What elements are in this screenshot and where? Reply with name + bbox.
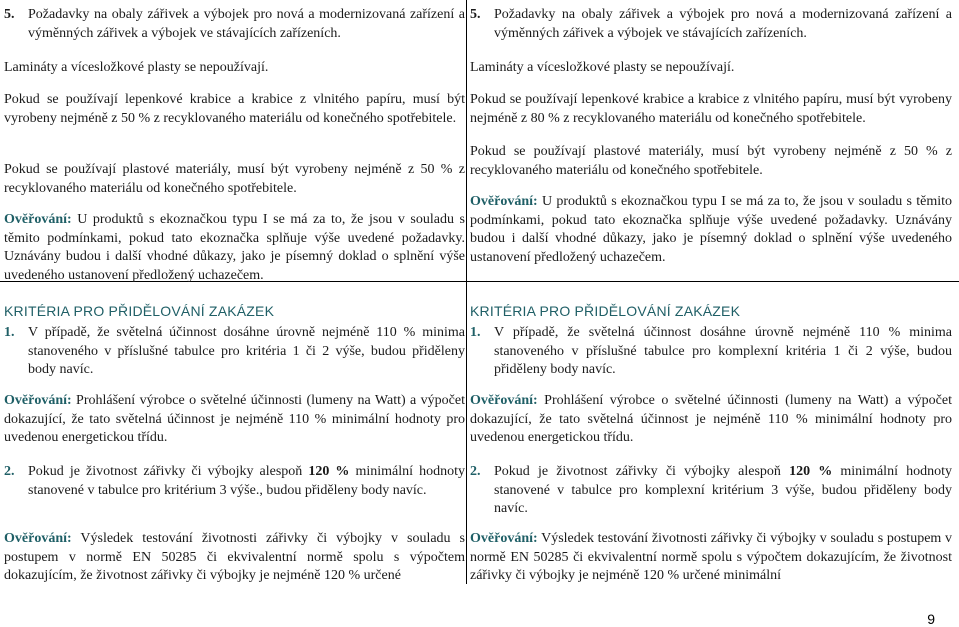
- right-criterion-2-verification-text: Výsledek testování životnosti zářivky či výbojky v souladu s postupem v normě EN 50285 či ekvivalentní normě spolu s výpočtem dokazujícím, že životnost zářivky či výbojky je nejméně 120 % určené minimální: [470, 531, 952, 583]
- left-cardboard-text: Pokud se používají lepenkové krabice a krabice z vlnitého papíru, musí být vyrobeny nejméně z 50 % z recyklovaného materiálu od konečného spotřebitele.: [4, 92, 465, 126]
- left-award-criteria-header: KRITÉRIA PRO PŘIDĚLOVÁNÍ ZAKÁZEK: [4, 303, 275, 319]
- page-number: 9: [927, 611, 935, 627]
- left-criterion-1-verification-label: Ověřování:: [4, 393, 72, 408]
- left-verification: [4, 211, 465, 285]
- left-criterion-1-verification: [4, 392, 465, 448]
- right-section-5-number: 5.: [470, 7, 481, 22]
- right-cardboard-text: Pokud se používají lepenkové krabice a krabice z vlnitého papíru, musí být vyrobeny nejméně z 80 % z recyklovaného materiálu od konečného spotřebitele.: [470, 92, 952, 126]
- left-laminates-text: Lamináty a vícesložkové plasty se nepoužívají.: [4, 60, 269, 75]
- left-verification-label: Ověřování:: [4, 212, 72, 227]
- right-section-5: [470, 6, 952, 43]
- left-criterion-2-verification-text: Výsledek testování životnosti zářivky či výbojky v souladu s postupem v normě EN 50285 či ekvivalentní normě spolu s výpočtem dokazujícím, že životnost zářivky či výbojky je nejméně 120 % určené: [4, 531, 465, 583]
- left-criterion-1-verification-text: Prohlášení výrobce o světelné účinnosti (lumeny na Watt) a výpočet dokazující, že tato světelná účinnost je nejméně 110 % minimální hodnoty pro uvedenou energetickou třídu.: [4, 393, 465, 445]
- left-section-5-number: 5.: [4, 7, 15, 22]
- right-section-5-text: Požadavky na obaly zářivek a výbojek pro nová a modernizovaná zařízení a výměnných zářivek a výbojek ve stávajících zařízeních.: [494, 7, 952, 41]
- right-verification: [470, 193, 952, 267]
- column-divider: [466, 0, 467, 584]
- left-criterion-2-percent: 120 %: [308, 464, 350, 479]
- right-criterion-2: [470, 463, 952, 519]
- left-criterion-1: [4, 324, 465, 380]
- left-verification-text: U produktů s ekoznačkou typu I se má za to, že jsou v souladu s těmito podmínkami, pokud tato ekoznačka splňuje výše uvedené požadavky. Uznávány budou i další vhodné důkazy, jako je písemný doklad o splnění výše uvedeného ustanovení předložený uchazečem.: [4, 212, 465, 283]
- right-verification-text: U produktů s ekoznačkou typu I se má za to, že jsou v souladu s těmito podmínkami, pokud tato ekoznačka splňuje výše uvedené požadavky. Uznávány budou i další vhodné důkazy, jako je písemný doklad o splnění výše uvedeného ustanovení předložený uchazečem.: [470, 194, 952, 265]
- right-criterion-1-verification: [470, 392, 952, 448]
- right-plastic-text: Pokud se používají plastové materiály, musí být vyrobeny nejméně z 50 % z recyklovaného materiálu od konečného spotřebitele.: [470, 144, 952, 178]
- left-criterion-2: [4, 463, 465, 500]
- right-verification-label: Ověřování:: [470, 194, 538, 209]
- left-criterion-2-verification: [4, 530, 465, 586]
- right-criterion-2-percent: 120 %: [789, 464, 833, 479]
- left-criterion-2-verification-label: Ověřování:: [4, 531, 72, 546]
- right-criterion-2-text-end: minimální hodnoty stanovené v tabulce pro komplexní kritérium 3 výše, budou přiděleny body navíc.: [494, 464, 953, 516]
- left-section-5: [4, 6, 465, 43]
- left-section-5-text: Požadavky na obaly zářivek a výbojek pro nová a modernizovaná zařízení a výměnných zářivek a výbojek ve stávajících zařízeních.: [28, 7, 465, 41]
- right-criterion-2-verification-label: Ověřování:: [470, 531, 538, 546]
- right-criterion-1: [470, 324, 952, 380]
- left-criterion-2-text-end: minimální hodnoty stanovené v tabulce pro kritérium 3 výše., budou přiděleny body navíc.: [28, 464, 465, 498]
- left-criterion-1-text: V případě, že světelná účinnost dosáhne úrovně nejméně 110 % minima stanoveného v příslušné tabulce pro kritéria 1 či 2 výše, budou přiděleny body navíc.: [28, 325, 465, 377]
- left-plastic-text: Pokud se používají plastové materiály, musí být vyrobeny nejméně z 50 % z recyklovaného materiálu od konečného spotřebitele.: [4, 162, 465, 196]
- right-criterion-2-verification: [470, 530, 952, 586]
- right-criterion-1-number: 1.: [470, 325, 481, 340]
- right-award-criteria-header: KRITÉRIA PRO PŘIDĚLOVÁNÍ ZAKÁZEK: [470, 303, 741, 319]
- right-criterion-2-number: 2.: [470, 464, 481, 479]
- left-criterion-1-number: 1.: [4, 325, 15, 340]
- left-criterion-2-text-start: Pokud je životnost zářivky či výbojky alespoň: [28, 464, 309, 479]
- right-criterion-1-text: V případě, že světelná účinnost dosáhne úrovně nejméně 110 % minima stanoveného v příslušné tabulce pro komplexní kritéria 1 či 2 výše, budou přiděleny body navíc.: [494, 325, 952, 377]
- right-laminates-text: Lamináty a vícesložkové plasty se nepoužívají.: [470, 60, 735, 75]
- right-criterion-2-text-start: Pokud je životnost zářivky či výbojky alespoň: [494, 464, 790, 479]
- right-criterion-1-verification-label: Ověřování:: [470, 393, 538, 408]
- left-criterion-2-number: 2.: [4, 464, 15, 479]
- right-criterion-1-verification-text: Prohlášení výrobce o světelné účinnosti (lumeny na Watt) a výpočet dokazující, že tato světelná účinnost je nejméně 110 % minimální hodnoty pro uvedenou energetickou třídu.: [470, 393, 952, 445]
